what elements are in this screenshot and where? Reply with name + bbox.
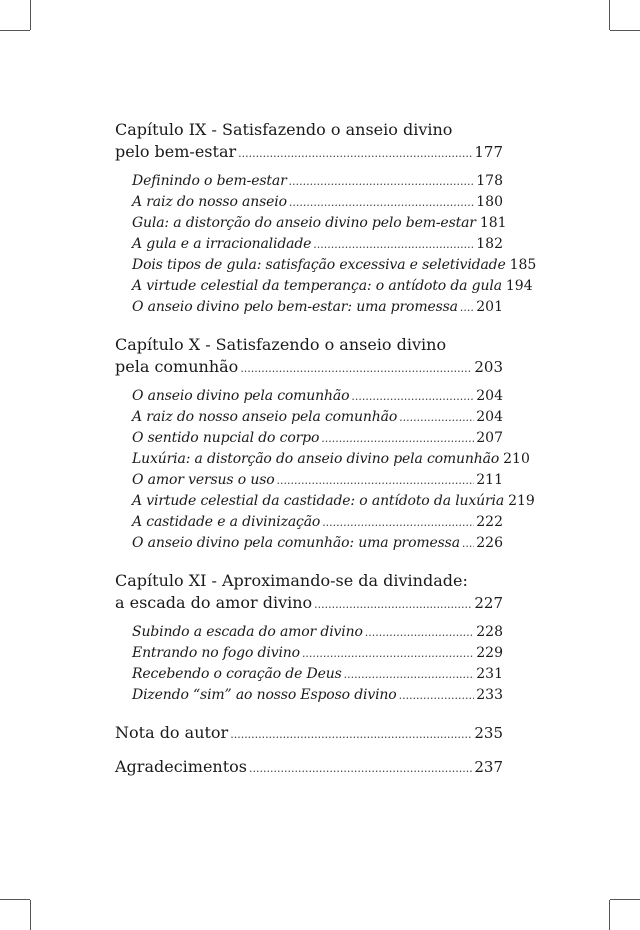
section-list: [132, 171, 537, 318]
entry-title: Dizendo “sim” ao nosso Esposo divino: [132, 687, 397, 703]
page-number: 185: [509, 257, 537, 273]
entry-title: O anseio divino pelo bem-estar: uma promessa: [132, 299, 458, 315]
crop-mark-top-left: [30, 0, 31, 30]
page-number: 181: [479, 215, 507, 231]
page-number: 182: [476, 236, 503, 252]
chapter-title: Capítulo XI - Aproximando-se da divindade:: [115, 571, 468, 590]
page-number: 222: [476, 514, 503, 530]
page-number: 235: [474, 724, 503, 742]
entry-title: A castidade e a divinização: [132, 514, 321, 530]
toc-entry[interactable]: [132, 428, 503, 449]
dot-leader: [289, 192, 474, 213]
chapter-title-cont: pela comunhão: [115, 357, 239, 376]
entry-title: Subindo a escada do amor divino: [132, 624, 363, 640]
section-list: [132, 386, 535, 554]
toc-entry[interactable]: [132, 276, 533, 297]
entry-title: O amor versus o uso: [132, 472, 275, 488]
dot-leader: [460, 297, 474, 318]
toc-entry[interactable]: [132, 533, 503, 554]
dot-leader: [351, 386, 474, 407]
crop-mark-bottom-left: [30, 900, 31, 930]
chapter-title-row[interactable]: [115, 356, 503, 380]
dot-leader: [302, 643, 474, 664]
dot-leader: [322, 512, 474, 533]
page-number: 226: [476, 535, 503, 551]
page-number: 229: [476, 645, 503, 661]
chapter-title-cont: a escada do amor divino: [115, 593, 313, 612]
page-number: 204: [476, 388, 503, 404]
dot-leader: [399, 407, 474, 428]
page-number: 228: [476, 624, 503, 640]
chapter-title-cont: pelo bem-estar: [115, 142, 237, 161]
chapter-title: Capítulo X - Satisfazendo o anseio divino: [115, 335, 447, 354]
toc-entry[interactable]: [132, 171, 503, 192]
page-number: 211: [476, 472, 503, 488]
toc-entry[interactable]: [132, 491, 535, 512]
dot-leader: [314, 594, 472, 616]
chapter-ix: [115, 119, 537, 318]
entry-title: A virtude celestial da temperança: o antídoto da gula: [132, 278, 502, 294]
section-list: [132, 622, 503, 706]
dot-leader: [313, 234, 474, 255]
dot-leader: [344, 664, 475, 685]
page-number: 207: [476, 430, 503, 446]
dot-leader: [399, 685, 475, 706]
entry-title: Recebendo o coração de Deus: [132, 666, 342, 682]
toc-entry[interactable]: [132, 213, 507, 234]
toc-entry[interactable]: [132, 685, 503, 706]
entry-title: Luxúria: a distorção do anseio divino pela comunhão: [132, 451, 500, 467]
dot-leader: [240, 358, 472, 380]
entry-title: Agradecimentos: [115, 757, 247, 776]
toc-entry[interactable]: [132, 192, 503, 213]
dot-leader: [238, 143, 472, 165]
entry-title: Nota do autor: [115, 723, 229, 742]
dot-leader: [249, 758, 472, 780]
entry-title: Gula: a distorção do anseio divino pelo bem-estar: [132, 215, 476, 231]
entry-title: A gula e a irracionalidade: [132, 236, 312, 252]
page-number: 227: [474, 594, 503, 612]
toc-entry[interactable]: [132, 470, 503, 491]
chapter-title: Capítulo IX - Satisfazendo o anseio divino: [115, 120, 453, 139]
page-number: 233: [476, 687, 503, 703]
toc-entry[interactable]: [132, 664, 503, 685]
crop-mark-bottom-left-h: [0, 899, 30, 900]
chapter-title-row[interactable]: [115, 592, 503, 616]
crop-mark-bottom-right: [609, 900, 610, 930]
toc-entry[interactable]: [132, 622, 503, 643]
crop-mark-top-left-h: [0, 30, 30, 31]
entry-title: O anseio divino pela comunhão: [132, 388, 350, 404]
toc-entry[interactable]: [132, 643, 503, 664]
backmatter-agradecimentos: [115, 756, 503, 780]
toc-entry[interactable]: [115, 756, 503, 780]
toc-entry[interactable]: [132, 255, 537, 276]
chapter-xi: [115, 570, 503, 706]
toc-entry[interactable]: [132, 234, 503, 255]
dot-leader: [277, 470, 475, 491]
crop-mark-bottom-right-h: [610, 899, 640, 900]
page-number: 210: [503, 451, 530, 467]
crop-mark-top-right: [609, 0, 610, 30]
entry-title: Entrando no fogo divino: [132, 645, 300, 661]
dot-leader: [462, 533, 474, 554]
dot-leader: [230, 724, 472, 746]
toc-entry[interactable]: [132, 297, 503, 318]
page-number: 201: [476, 299, 503, 315]
page-number: 194: [505, 278, 533, 294]
page-number: 204: [476, 409, 503, 425]
dot-leader: [289, 171, 475, 192]
toc-entry[interactable]: [132, 449, 530, 470]
page-number: 178: [476, 173, 503, 189]
entry-title: A raiz do nosso anseio pela comunhão: [132, 409, 398, 425]
toc-entry[interactable]: [132, 407, 503, 428]
entry-title: O anseio divino pela comunhão: uma promessa: [132, 535, 460, 551]
page-number: 177: [474, 143, 503, 161]
dot-leader: [321, 428, 474, 449]
page-number: 219: [508, 493, 535, 509]
chapter-title-row[interactable]: [115, 141, 503, 165]
toc-entry[interactable]: [115, 722, 503, 746]
toc-entry[interactable]: [132, 512, 503, 533]
entry-title: Dois tipos de gula: satisfação excessiva e seletividade: [132, 257, 506, 273]
dot-leader: [365, 622, 474, 643]
entry-title: A raiz do nosso anseio: [132, 194, 287, 210]
toc-entry[interactable]: [132, 386, 503, 407]
entry-title: O sentido nupcial do corpo: [132, 430, 320, 446]
entry-title: Definindo o bem-estar: [132, 173, 287, 189]
page-number: 237: [474, 758, 503, 776]
page-number: 180: [476, 194, 503, 210]
table-of-contents: [115, 119, 537, 790]
backmatter-nota: [115, 722, 503, 746]
chapter-x: [115, 334, 535, 554]
page-number: 231: [476, 666, 503, 682]
page-number: 203: [474, 358, 503, 376]
crop-mark-top-right-h: [610, 30, 640, 31]
entry-title: A virtude celestial da castidade: o antídoto da luxúria: [132, 493, 505, 509]
